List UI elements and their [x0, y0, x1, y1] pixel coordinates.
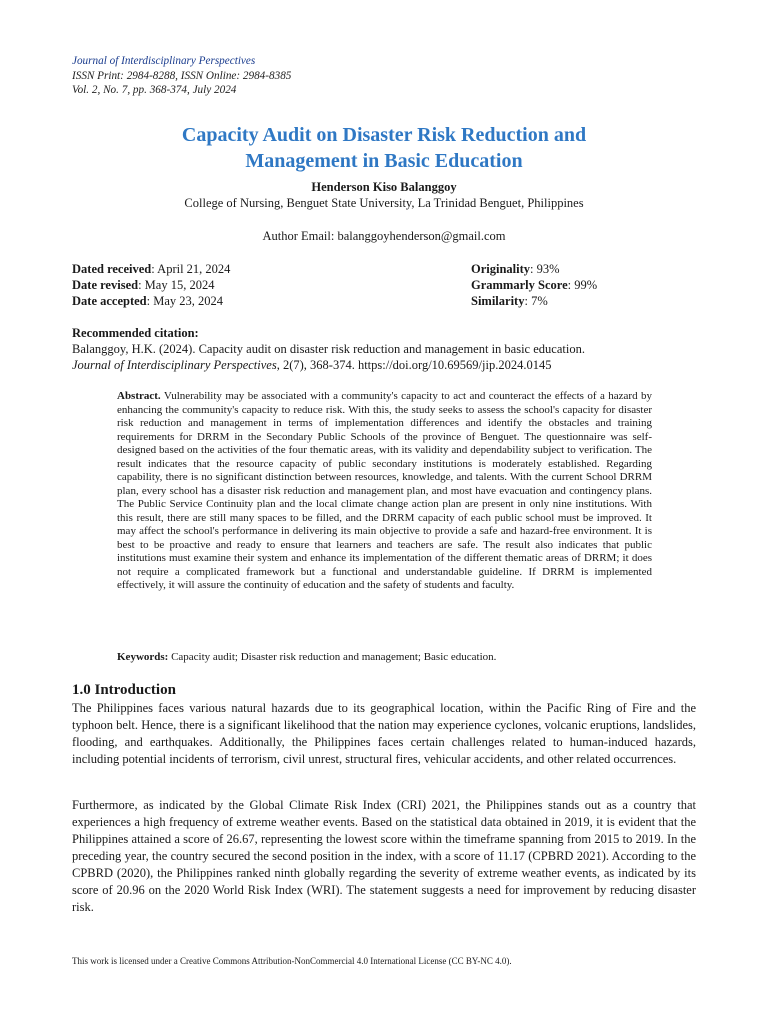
date-revised: [72, 277, 230, 293]
citation-label: Recommended citation:: [72, 326, 199, 340]
citation-line-2: [72, 357, 702, 373]
similarity-value: : 7%: [524, 294, 548, 308]
journal-header: [72, 54, 291, 98]
grammarly-score: [471, 277, 597, 293]
author-email[interactable]: Author Email: balanggoyhenderson@gmail.com: [262, 229, 506, 243]
grammarly-label: Grammarly Score: [471, 278, 568, 292]
keywords-text: Capacity audit; Disaster risk reduction and management; Basic education.: [171, 651, 497, 663]
originality-label: Originality: [471, 262, 531, 276]
author-affiliation: College of Nursing, Benguet State University, La Trinidad Benguet, Philippines: [184, 196, 584, 210]
date-revised-value: : May 15, 2024: [138, 278, 215, 292]
date-accepted-label: Date accepted: [72, 294, 147, 308]
paper-title: [0, 122, 768, 174]
keywords-label: Keywords:: [117, 651, 169, 663]
abstract-label: Abstract.: [117, 390, 161, 402]
paper-title-line-1: Capacity Audit on Disaster Risk Reduction and: [181, 124, 587, 146]
citation-doi[interactable]: , 2(7), 368-374. https://doi.org/10.69569/jip.2024.0145: [276, 358, 552, 372]
date-received-label: Dated received: [72, 262, 152, 276]
recommended-citation: [72, 325, 702, 373]
date-revised-label: Date revised: [72, 278, 139, 292]
similarity-score: [471, 293, 597, 309]
intro-paragraph-1: The Philippines faces various natural hazards due to its geographical location, within the Pacific Ring of Fire and the typhoon belt. Hence, there is a significant likelihood that the nation may experience cyclones, volcanic eruptions, landslides, flooding, and earthquakes. Additionally, the Philippines faces certain challenges related to human-induced hazards, including potential incidents of terrorism, civil unrest, structural fires, vehicular accidents, and other related occurrences.: [72, 701, 696, 766]
grammarly-value: : 99%: [567, 278, 598, 292]
citation-line-1: Balanggoy, H.K. (2024). Capacity audit on disaster risk reduction and management in basic education.: [72, 342, 585, 356]
scores-block: [471, 261, 597, 309]
paper-title-line-2: Management in Basic Education: [245, 150, 523, 172]
section-heading-introduction: 1.0 Introduction: [72, 682, 176, 698]
date-accepted: [72, 293, 230, 309]
dates-block: [72, 261, 230, 309]
journal-name[interactable]: Journal of Interdisciplinary Perspectives: [72, 55, 256, 67]
citation-journal: Journal of Interdisciplinary Perspectives: [72, 358, 277, 372]
similarity-label: Similarity: [471, 294, 525, 308]
keywords: [117, 651, 652, 665]
date-received: [72, 261, 230, 277]
abstract: [117, 390, 652, 593]
originality-value: : 93%: [530, 262, 560, 276]
intro-paragraph-2: Furthermore, as indicated by the Global Climate Risk Index (CRI) 2021, the Philippines stands out as a country that experiences a high frequency of extreme weather events. Based on the statistical data obtained in 2019, it is evident that the Philippines attained a score of 26.67, representing the lowest score within the timeframe spanning from 2015 to 2019. In the preceding year, the country secured the second position in the index, with a score of 11.17 (CPBRD 2021). According to the CPBRD (2020), the Philippines ranked ninth globally regarding the severity of extreme weather events, as indicated by its score of 20.96 on the 2020 World Risk Index (WRI). The statement suggests a need for improvement by reducing disaster risk.: [72, 798, 696, 914]
journal-issn: ISSN Print: 2984-8288, ISSN Online: 2984-8385: [72, 69, 292, 82]
date-received-value: : April 21, 2024: [151, 262, 231, 276]
license-footer[interactable]: This work is licensed under a Creative Commons Attribution-NonCommercial 4.0 International License (CC BY-NC 4.0).: [72, 956, 512, 966]
date-accepted-value: : May 23, 2024: [146, 294, 224, 308]
originality-score: [471, 261, 597, 277]
abstract-text: Vulnerability may be associated with a community's capacity to act and counteract the effects of a hazard by enhancing the community's capacity to reduce risk. With this, the study seeks to assess the school's capacity for disaster risk reduction and management in terms of implementation differences and identify the obstacles and training requirements for DRRM in the Secondary Public Schools of the province of Benguet. The questionnaire was self-designed based on the activities of the four thematic areas, with its validity and dependability subject to verification. The result indicates that the resource capacity of public secondary institutions is moderately established. Regarding capability, there is no significant distinction between resources, knowledge, and talents. With the current School DRRM plan, every school has a disaster risk reduction and management plan, and most have evacuation and contingency plans. The Public Service Continuity plan and the local climate change action plan are present in only nine institutions. With this result, there are still many spaces to be filled, and the DRRM capacity of each public school must be improved. It may affect the school's performance in delivering its main objective to provide a safe and hazard-free environment. It is best to be proactive and ready to ensure that learners and teachers are safe. The result also indicates that public institutions must examine their system and enhance its implementation of the different thematic areas of DRRM; it does not require a complicated framework but a functional and understandable guideline. If DRRM is implemented effectively, it will assure the continuity of education and the safety of students and faculty.: [117, 390, 652, 591]
journal-volume: Vol. 2, No. 7, pp. 368-374, July 2024: [72, 84, 237, 96]
author-name: Henderson Kiso Balanggoy: [311, 180, 457, 194]
